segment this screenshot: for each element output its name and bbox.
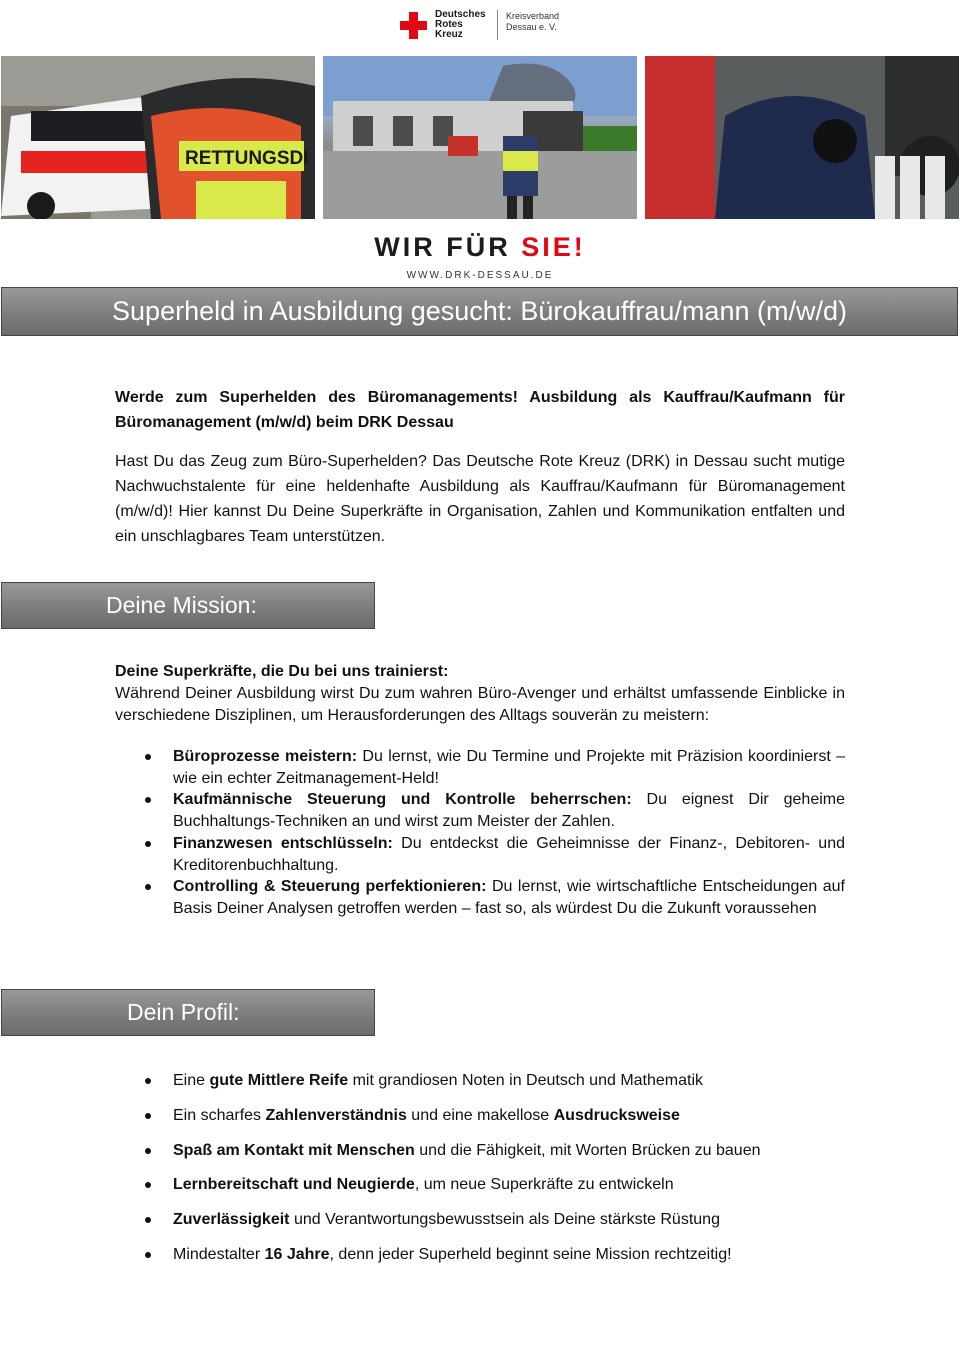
intro-heading: Werde zum Superhelden des Büromanagements! Ausbildung als Kauffrau/Kaufmann für Büromanagement (m/w/d) beim DRK Dessau: [115, 389, 845, 431]
list-item: Lernbereitschaft und Neugierde, um neue Superkräfte zu entwickeln: [145, 1174, 845, 1196]
photo-ambulance-rescue: [1, 56, 315, 219]
logo-divider: [497, 10, 498, 40]
photo-fire-scene: [323, 56, 637, 219]
profil-banner-label: Dein Profil:: [127, 999, 240, 1025]
drk-logo: [400, 10, 570, 42]
intro-body: Hast Du das Zeug zum Büro-Superhelden? Das Deutsche Rote Kreuz (DRK) in Dessau sucht mutige Nachwuchstalente für eine heldenhafte Ausbildung als Kauffrau/Kaufmann für Büromanagement (m/w/d)! Hier kannst Du Deine Superkräfte in Organisation, Zahlen und Kommunikation entfalten und ein unschlagbares Team unterstützen.: [115, 453, 845, 545]
page-title-banner: [1, 287, 958, 336]
list-item: Ein scharfes Zahlenverständnis und eine makellose Ausdrucksweise: [145, 1105, 845, 1127]
logo-kreisverband: Kreisverband Dessau e. V.: [506, 11, 560, 32]
page-title: Superheld in Ausbildung gesucht: Bürokauffrau/mann (m/w/d): [112, 296, 847, 326]
mission-banner-label: Deine Mission:: [106, 592, 257, 618]
list-item: Eine gute Mittlere Reife mit grandiosen Noten in Deutsch und Mathematik: [145, 1070, 845, 1092]
list-item: Finanzwesen entschlüsseln: Du entdeckst die Geheimnisse der Finanz-, Debitoren- und Kreditorenbuchhaltung.: [145, 833, 845, 876]
profil-list: [145, 1070, 845, 1279]
svg-text:RETTUNGSDI: RETTUNGSDI: [185, 148, 309, 169]
mission-banner: [1, 582, 375, 629]
logo-org-name: Deutsches Rotes Kreuz: [435, 9, 486, 40]
photo-divers-equipment: [645, 56, 959, 219]
website-url[interactable]: WWW.DRK-DESSAU.DE: [406, 270, 554, 281]
list-item: Zuverlässigkeit und Verantwortungsbewusstsein als Deine stärkste Rüstung: [145, 1209, 845, 1231]
mission-list: [145, 746, 845, 920]
slogan: WIR FÜR SIE!: [374, 232, 586, 262]
list-item: Spaß am Kontakt mit Menschen und die Fähigkeit, mit Worten Brücken zu bauen: [145, 1140, 845, 1162]
list-item: Controlling & Steuerung perfektionieren: Du lernst, wie wirtschaftliche Entscheidungen auf Basis Deiner Analysen getroffen werden – fast so, als würdest Du die Zukunft voraussehen: [145, 876, 845, 919]
list-item: Büroprozesse meistern: Du lernst, wie Du Termine und Projekte mit Präzision koordinierst – wie ein echter Zeitmanagement-Held!: [145, 746, 845, 789]
list-item: Mindestalter 16 Jahre, denn jeder Superheld beginnt seine Mission rechtzeitig!: [145, 1244, 845, 1266]
profil-banner: [1, 989, 375, 1036]
mission-heading: Deine Superkräfte, die Du bei uns trainierst:: [115, 663, 449, 680]
mission-body: Während Deiner Ausbildung wirst Du zum wahren Büro-Avenger und erhältst umfassende Einblicke in verschiedene Disziplinen, um Herausforderungen des Alltags souverän zu meistern:: [115, 685, 845, 724]
list-item: Kaufmännische Steuerung und Kontrolle beherrschen: Du eignest Dir geheime Buchhaltungs-Techniken an und wirst zum Meister der Zahlen.: [145, 789, 845, 832]
